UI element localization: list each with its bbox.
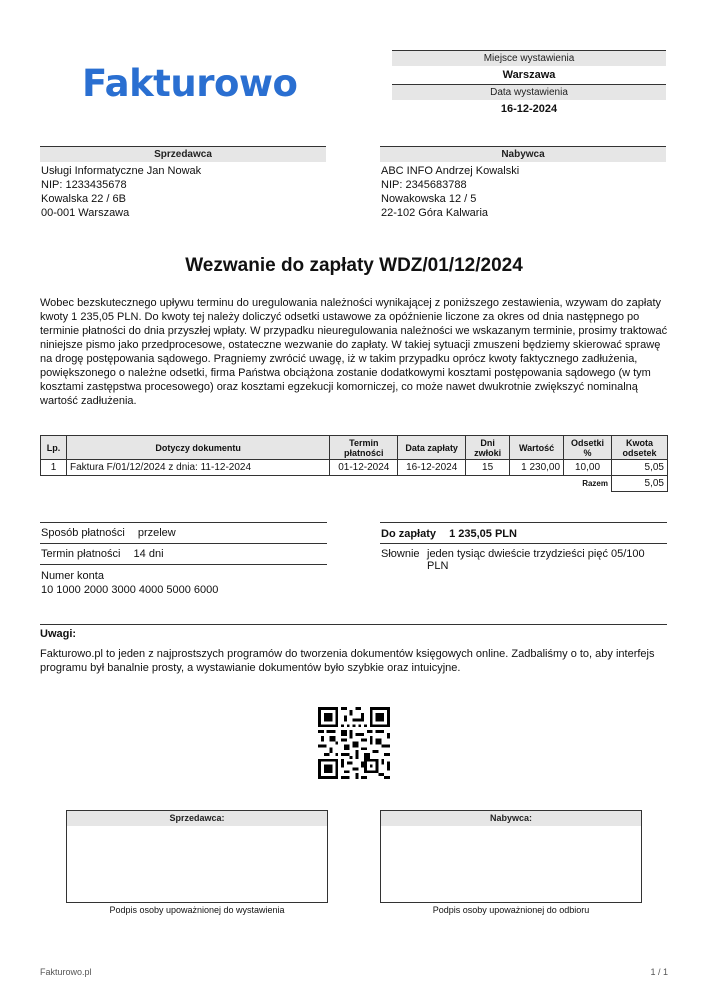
- col-delay: Dni zwłoki: [466, 436, 510, 460]
- issue-place-label: Miejsce wystawienia: [392, 50, 666, 66]
- account-number: 10 1000 2000 3000 4000 5000 6000: [41, 584, 219, 596]
- buyer-signature-caption: Podpis osoby upoważnionej do odbioru: [432, 905, 590, 915]
- issue-date-label: Data wystawienia: [392, 84, 666, 100]
- notes-title: Uwagi:: [40, 628, 77, 640]
- company-logo: Fakturowo: [82, 62, 298, 105]
- table-header-row: [41, 436, 668, 460]
- seller-label: Sprzedawca: [40, 146, 326, 162]
- cell-lp: 1: [41, 460, 67, 476]
- notes-divider: [40, 624, 667, 625]
- issue-place-value: Warszawa: [502, 69, 556, 81]
- seller-section: [40, 146, 326, 222]
- amount-due-label: Do zapłaty: [381, 528, 437, 540]
- sum-label: Razem: [582, 479, 608, 489]
- account-block: [40, 564, 327, 597]
- issue-info: [392, 50, 666, 118]
- amount-words-row: [380, 544, 667, 572]
- cell-interest-amount: 5,05: [612, 460, 668, 476]
- intro-paragraph: Wobec bezskutecznego upływu terminu do uregulowania należności wynikającej z poniższego zestawienia, wzywam do zapłaty kwoty 1 235,05 PLN. Do kwoty tej należy doliczyć odsetki ustawowe za opóźnienie liczone za okres od dnia następnego po terminie płatności do dnia przyszłej wpłaty. W przypadku nieuregulowania należności we wskazanym terminie, prosimy traktować niniejsze pismo jako przedprocesowe, ostateczne wezwanie do zapłaty. W takiej sytuacji zmuszeni będziemy skierować sprawę na drogę postępowania sądowego. Pragniemy zwrócić uwagę, iż w takim przypadku oprócz kwoty faktycznego zadłużenia, powiększonego o należne odsetki, firma Państwa obciążona zostanie dodatkowymi kosztami postępowania sądowego (w tym kosztami zastępstwa procesowego) oraz kosztami egzekucji komorniczej, co może nawet dwukrotnie zwiększyć nominalną wartość zadłużenia.: [40, 297, 668, 407]
- payment-method-row: [40, 522, 327, 543]
- footer-site: Fakturowo.pl: [40, 967, 92, 977]
- seller-signature-box: [66, 810, 328, 903]
- amount-words-label: Słownie: [381, 548, 420, 560]
- col-due-term: Termin płatności: [330, 436, 398, 460]
- seller-city: 00-001 Warszawa: [41, 207, 130, 219]
- amount-due-section: [380, 522, 667, 572]
- col-payment-date: Data zapłaty: [398, 436, 466, 460]
- payment-info: [40, 522, 327, 597]
- payment-term-label: Termin płatności: [41, 548, 121, 560]
- col-document: Dotyczy dokumentu: [66, 436, 329, 460]
- buyer-street: Nowakowska 12 / 5: [381, 193, 477, 205]
- document-title: Wezwanie do zapłaty WDZ/01/12/2024: [185, 255, 523, 276]
- seller-signature: [66, 810, 328, 915]
- seller-signature-caption: Podpis osoby upoważnionej do wystawienia: [109, 905, 285, 915]
- account-label: Numer konta: [41, 570, 104, 582]
- cell-document: Faktura F/01/12/2024 z dnia: 11-12-2024: [66, 460, 329, 476]
- table-sum-row: [41, 476, 668, 492]
- sum-value: 5,05: [612, 476, 668, 492]
- col-interest-amount: Kwota odsetek: [612, 436, 668, 460]
- buyer-signature-label: Nabywca:: [381, 811, 641, 826]
- table-row: [41, 460, 668, 476]
- payment-term-value: 14 dni: [133, 548, 164, 560]
- buyer-city: 22-102 Góra Kalwaria: [381, 207, 489, 219]
- col-lp: Lp.: [41, 436, 67, 460]
- buyer-signature: [380, 810, 642, 915]
- cell-payment-date: 16-12-2024: [398, 460, 466, 476]
- payment-method-value: przelew: [137, 527, 176, 539]
- payment-method-label: Sposób płatności: [41, 527, 125, 539]
- seller-nip: NIP: 1233435678: [41, 179, 127, 191]
- footer-page-number: 1 / 1: [650, 967, 668, 977]
- cell-due-term: 01-12-2024: [330, 460, 398, 476]
- amount-due-value: 1 235,05 PLN: [449, 528, 517, 540]
- issue-date-value: 16-12-2024: [500, 103, 558, 115]
- amount-due-row: [380, 522, 667, 544]
- cell-delay: 15: [466, 460, 510, 476]
- notes-text: Fakturowo.pl to jeden z najprostszych programów do tworzenia dokumentów księgowych online. Zadbaliśmy o to, aby interfejs programu był banalnie prosty, a wystawianie dokumentów było szybkie oraz intuicyjne.: [40, 648, 655, 674]
- items-table: [40, 435, 668, 492]
- buyer-label: Nabywca: [380, 146, 666, 162]
- seller-name: Usługi Informatyczne Jan Nowak: [41, 165, 202, 177]
- seller-signature-label: Sprzedawca:: [67, 811, 327, 826]
- qr-code: [318, 707, 390, 779]
- buyer-name: ABC INFO Andrzej Kowalski: [381, 165, 520, 177]
- payment-term-row: [40, 543, 327, 564]
- buyer-nip: NIP: 2345683788: [381, 179, 467, 191]
- buyer-signature-box: [380, 810, 642, 903]
- buyer-section: [380, 146, 666, 222]
- col-value: Wartość: [510, 436, 564, 460]
- seller-street: Kowalska 22 / 6B: [41, 193, 126, 205]
- col-interest-pct: Odsetki %: [564, 436, 612, 460]
- amount-words-value: jeden tysiąc dwieście trzydzieści pięć 05/100 PLN: [427, 548, 645, 572]
- cell-value: 1 230,00: [510, 460, 564, 476]
- cell-interest-pct: 10,00: [564, 460, 612, 476]
